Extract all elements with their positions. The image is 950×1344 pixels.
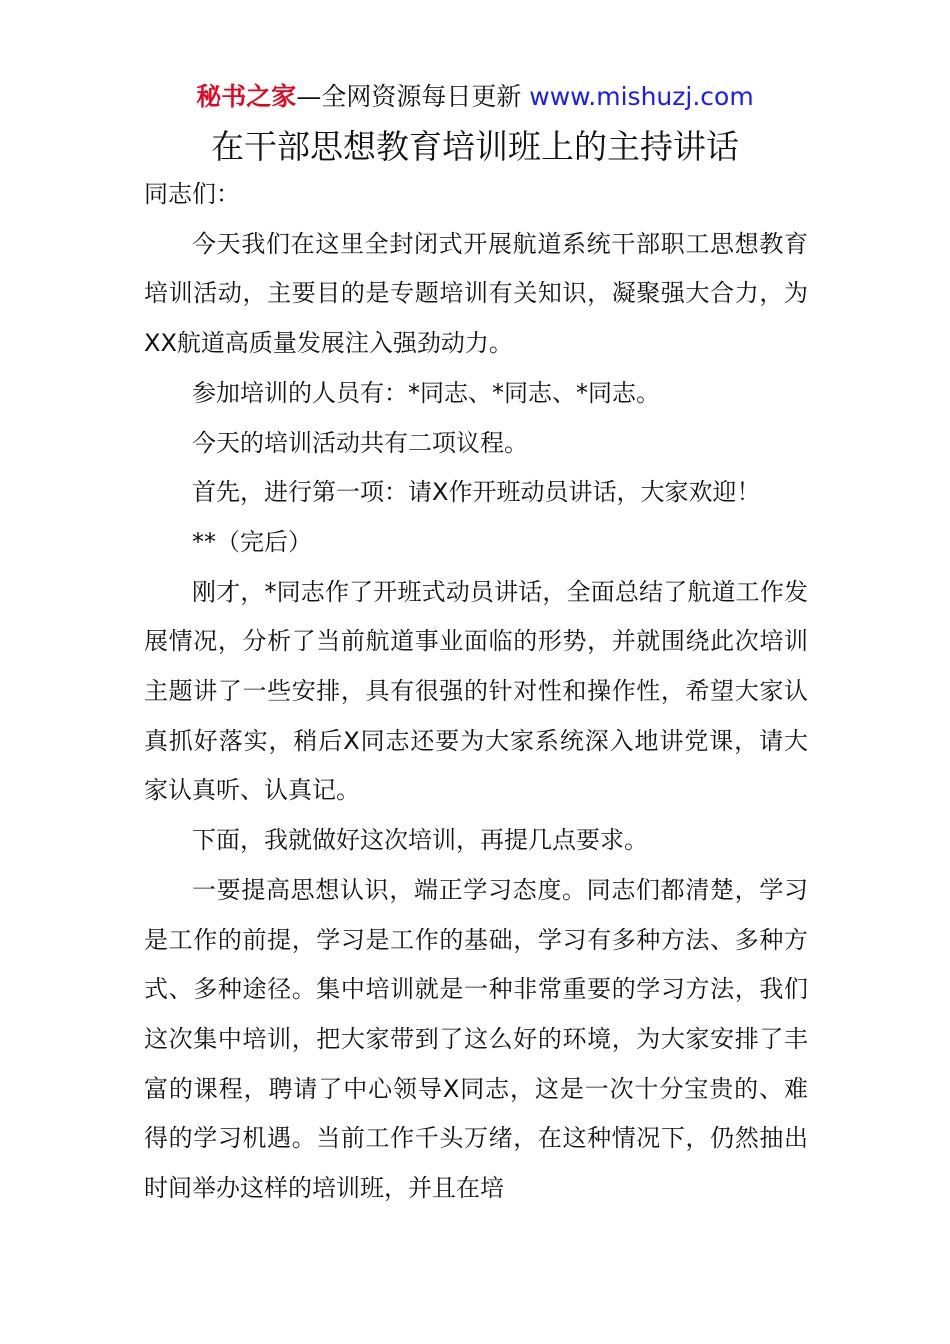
site-tagline: —全网资源每日更新 — [296, 82, 530, 111]
paragraph: 刚才，*同志作了开班式动员讲话，全面总结了航道工作发展情况，分析了当前航道事业面临的形势，并就围绕此次培训主题讲了一些安排，具有很强的针对性和操作性，希望大家认真抓好落实，稍后X同志还要为大家系统深入地讲党课，请大家认真听、认真记。 — [144, 577, 808, 805]
site-header — [0, 80, 950, 114]
paragraph: 今天的培训活动共有二项议程。 — [192, 428, 528, 457]
paragraph: 参加培训的人员有：*同志、*同志、*同志。 — [192, 378, 660, 407]
paragraph: 首先，进行第一项：请X作开班动员讲话，大家欢迎！ — [192, 478, 761, 507]
paragraph: **（完后） — [192, 527, 312, 556]
document-body — [144, 170, 808, 1214]
paragraph: 下面，我就做好这次培训，再提几点要求。 — [192, 826, 648, 855]
site-brand: 秘书之家 — [196, 82, 297, 111]
document-title: 在干部思想教育培训班上的主持讲话 — [211, 127, 739, 166]
salutation: 同志们： — [144, 180, 240, 208]
site-url[interactable]: www.mishuzj.com — [529, 82, 754, 111]
paragraph: 今天我们在这里全封闭式开展航道系统干部职工思想教育培训活动，主要目的是专题培训有关知识，凝聚强大合力，为XX航道高质量发展注入强劲动力。 — [144, 229, 808, 358]
paragraph: 一要提高思想认识，端正学习态度。同志们都清楚，学习是工作的前提，学习是工作的基础，学习有多种方法、多种方式、多种途径。集中培训就是一种非常重要的学习方法，我们这次集中培训，把大家带到了这么好的环境，为大家安排了丰富的课程，聘请了中心领导X同志，这是一次十分宝贵的、难得的学习机遇。当前工作千头万绪，在这种情况下，仍然抽出时间举办这样的培训班，并且在培 — [144, 875, 808, 1203]
